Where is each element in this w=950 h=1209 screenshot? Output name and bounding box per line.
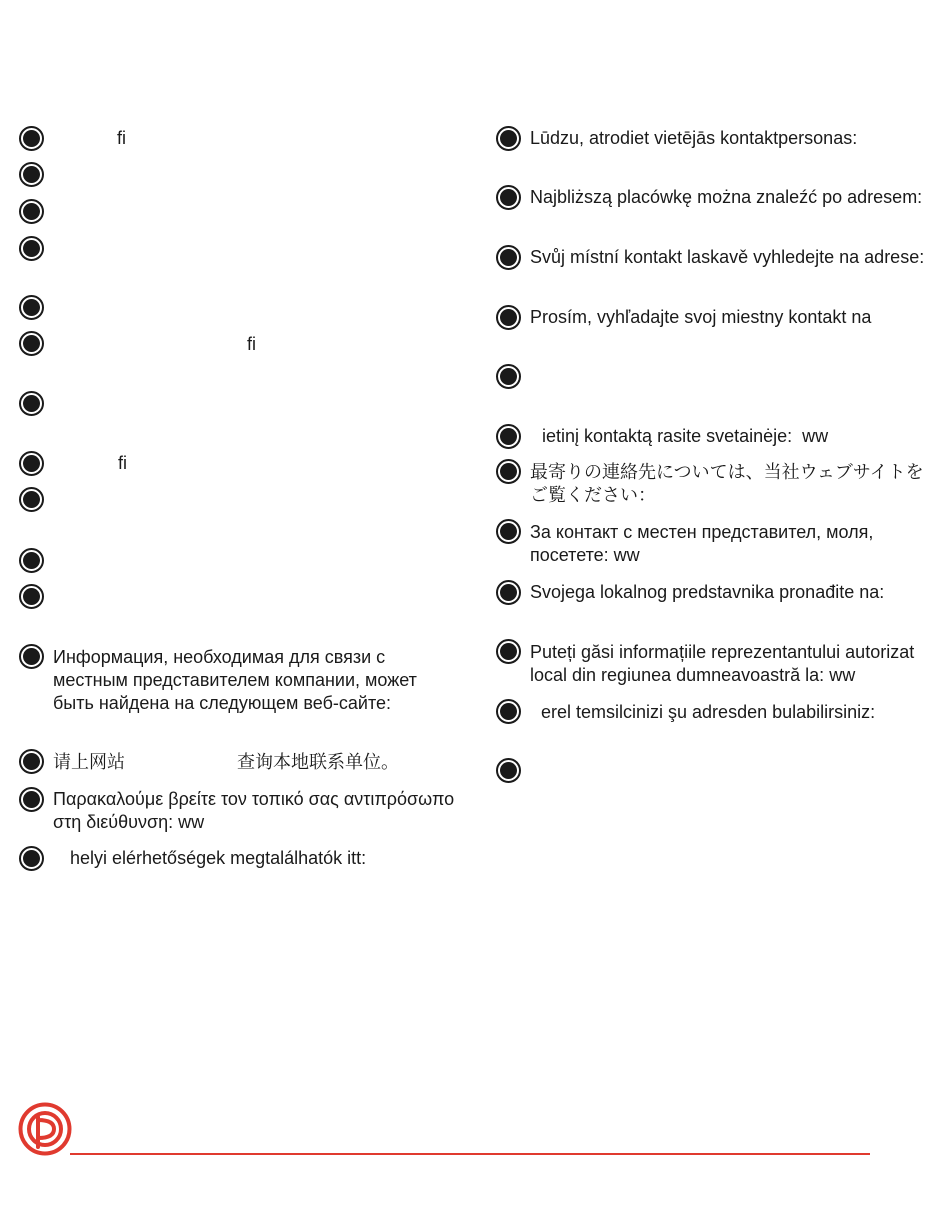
bullet-icon [496,185,521,210]
bullet-icon [19,487,44,512]
bullet-icon [19,846,44,871]
bullet-icon [19,584,44,609]
contact-line-hu: helyi elérhetőségek megtalálhatók itt: [70,848,367,868]
contact-line-pl: Najbliższą placówkę można znaleźć po adresem: [530,187,923,207]
contact-line-el: Παρακαλούμε βρείτε τον τοπικό σας αντιπρόσωπο στη διεύθυνση: ww [53,789,455,832]
contact-line-hr: Svojega lokalnog predstavnika pronađite na: [530,582,885,602]
contact-line-ru: Информация, необходимая для связи с местным представителем компании, может быть найдена на следующем веб-сайте: [53,647,417,713]
bullet-icon [496,364,521,389]
bullet-icon [19,749,44,774]
contact-line-tr: erel temsilcinizi şu adresden bulabilirsiniz: [541,702,876,722]
bullet-icon [496,699,521,724]
bullet-icon [496,126,521,151]
bullet-icon [496,459,521,484]
contact-line-zh-b: 查询本地联系单位。 [237,752,399,773]
bullet-icon [496,305,521,330]
contact-line-cs: Svůj místní kontakt laskavě vyhledejte na adrese: [530,247,925,267]
bullet-icon [19,787,44,812]
contact-line: fi [247,334,256,354]
contact-line-ro: Puteți găsi informațiile reprezentantului autorizat local din regiunea dumneavoastră la: ww [530,642,915,685]
bullet-icon [496,639,521,664]
bullet-icon [19,331,44,356]
bullet-icon [496,519,521,544]
bullet-icon [496,245,521,270]
contact-line-lv: Lūdzu, atrodiet vietējās kontaktpersonas: [530,128,858,148]
bullet-icon [19,295,44,320]
bullet-icon [19,644,44,669]
bullet-icon [19,236,44,261]
bullet-icon [496,580,521,605]
bullet-icon [19,391,44,416]
contact-line: fi [117,128,126,148]
footer-rule [70,1153,870,1155]
contact-line-bg: За контакт с местен представител, моля, посетете: ww [530,522,874,565]
bullet-icon [496,424,521,449]
bullet-icon [19,199,44,224]
contact-line-zh-a: 请上网站 [53,752,125,773]
bullet-icon [19,126,44,151]
contact-line-sk: Prosím, vyhľadajte svoj miestny kontakt na [530,307,872,327]
contact-line-lt: ietinį kontaktą rasite svetainėje: ww [542,426,829,446]
bullet-icon [19,451,44,476]
bullet-icon [19,548,44,573]
bullet-icon [496,758,521,783]
contact-line: fi [118,453,127,473]
bullet-icon [19,162,44,187]
contact-line-ja: 最寄りの連絡先については、当社ウェブサイトを ご覧ください： [530,462,924,506]
cp-logo-icon [18,1102,72,1156]
